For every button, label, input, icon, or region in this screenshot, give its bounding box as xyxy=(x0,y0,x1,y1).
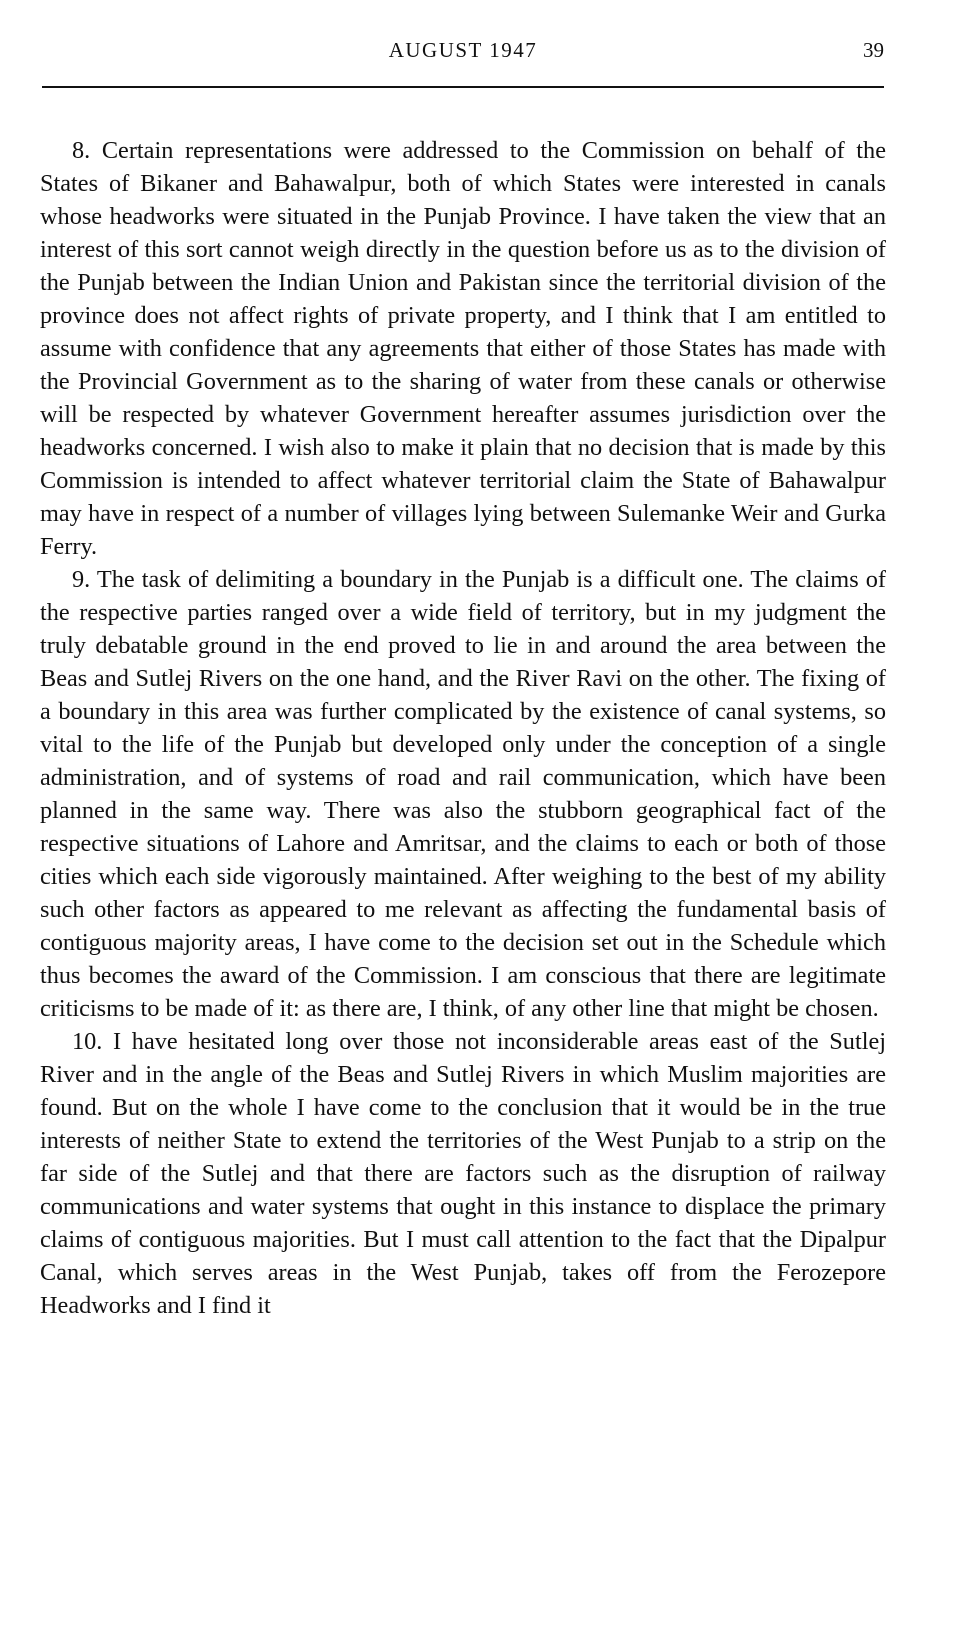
body-text xyxy=(40,134,886,1322)
running-head: AUGUST 1947 xyxy=(388,38,538,62)
header-rule xyxy=(42,86,884,88)
paragraph-8: 8. Certain representations were addressed to the Commission on behalf of the States of Bikaner and Bahawalpur, both of which States were interested in canals whose headworks were situated in the Punjab Province. I have taken the view that an interest of this sort cannot weigh directly in the question before us as to the division of the Punjab between the Indian Union and Pakistan since the territorial division of the province does not affect rights of private property, and I think that I am entitled to assume with confidence that any agreements that either of those States has made with the Provincial Government as to the sharing of water from these canals or otherwise will be respected by whatever Government hereafter assumes jurisdiction over the headworks concerned. I wish also to make it plain that no decision that is made by this Commission is intended to affect whatever territorial claim the State of Bahawalpur may have in respect of a number of villages lying between Sulemanke Weir and Gurka Ferry. xyxy=(40,137,886,560)
page-number: 39 xyxy=(863,38,884,62)
paragraph-10: 10. I have hesitated long over those not inconsiderable areas east of the Sutlej River and in the angle of the Beas and Sutlej Rivers in which Muslim majorities are found. But on the whole I have come to the conclusion that it would be in the true interests of neither State to extend the territories of the West Punjab to a strip on the far side of the Sutlej and that there are factors such as the disruption of railway communications and water systems that ought in this instance to displace the primary claims of contiguous majorities. But I must call attention to the fact that the Dipalpur Canal, which serves areas in the West Punjab, takes off from the Ferozepore Headworks and I find it xyxy=(40,1028,886,1319)
paragraph-9: 9. The task of delimiting a boundary in the Punjab is a difficult one. The claims of the respective parties ranged over a wide field of territory, but in my judgment the truly debatable ground in the end proved to lie in and around the area between the Beas and Sutlej Rivers on the one hand, and the River Ravi on the other. The fixing of a boundary in this area was further complicated by the existence of canal systems, so vital to the life of the Punjab but developed only under the conception of a single administration, and of systems of road and rail communication, which have been planned in the same way. There was also the stubborn geographical fact of the respective situations of Lahore and Amritsar, and the claims to each or both of those cities which each side vigorously maintained. After weighing to the best of my ability such other factors as appeared to me relevant as affecting the fundamental basis of contiguous majority areas, I have come to the decision set out in the Schedule which thus becomes the award of the Commission. I am conscious that there are legitimate criticisms to be made of it: as there are, I think, of any other line that might be chosen. xyxy=(40,566,886,1022)
page-header xyxy=(42,38,884,68)
